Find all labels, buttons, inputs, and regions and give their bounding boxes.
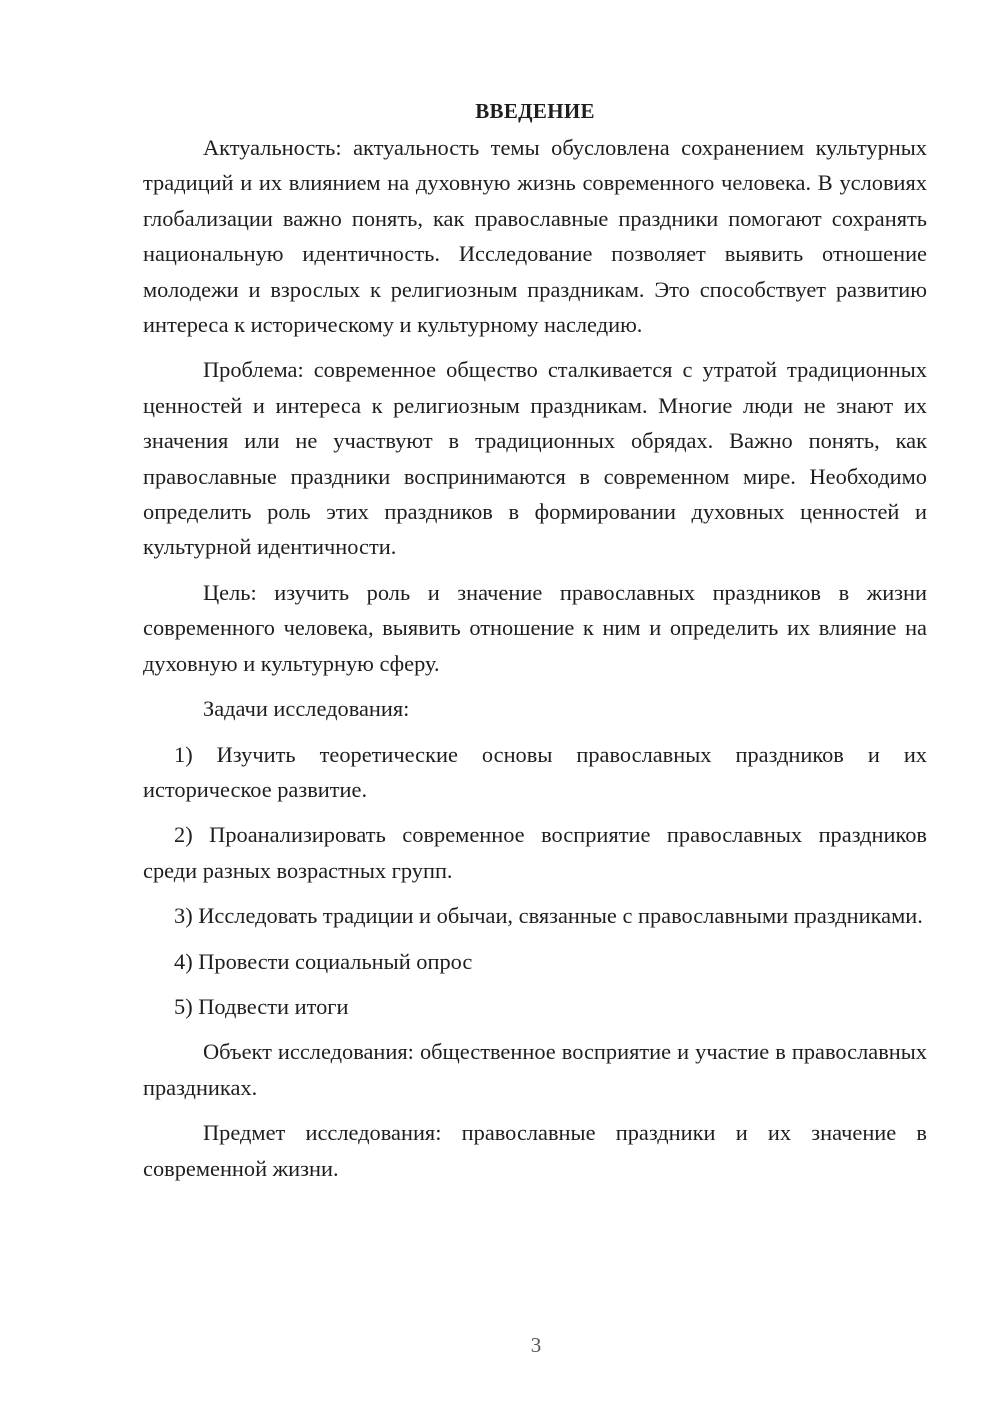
paragraph-relevance: Актуальность: актуальность темы обусловлена сохранением культурных традиций и их влиянием на духовную жизнь современного человека. В условиях глобализации важно понять, как православные праздники помогают сохранять национальную идентичность. Исследование позволяет выявить отношение молодежи и взрослых к религиозным праздникам. Это способствует развитию интереса к историческому и культурному наследию. [143, 135, 927, 338]
task-item-1: 1) Изучить теоретические основы православных праздников и их историческое развитие. [143, 741, 927, 802]
task-item-5: 5) Подвести итоги [174, 993, 349, 1019]
tasks-heading: Задачи исследования: [203, 696, 410, 722]
paragraph-object: Объект исследования: общественное восприятие и участие в православных праздниках. [143, 1039, 927, 1100]
paragraph-problem: Проблема: современное общество сталкивается с утратой традиционных ценностей и интереса к религиозным праздникам. Многие люди не знают их значения или не участвуют в традиционных обрядах. Важно понять, как православные праздники воспринимаются в современном мире. Необходимо определить роль этих праздников в формировании духовных ценностей и культурной идентичности. [143, 357, 927, 560]
paragraph-subject: Предмет исследования: православные праздники и их значение в современной жизни. [143, 1120, 927, 1181]
task-item-2: 2) Проанализировать современное восприятие православных праздников среди разных возрастных групп. [143, 822, 927, 883]
paragraph-goal: Цель: изучить роль и значение православных праздников в жизни современного человека, выявить отношение к ним и определить их влияние на духовную и культурную сферу. [143, 579, 927, 676]
page-number: 3 [530, 1333, 542, 1357]
task-item-3: 3) Исследовать традиции и обычаи, связанные с православными праздниками. [174, 903, 923, 929]
page-content [143, 96, 927, 1196]
section-title: ВВЕДЕНИЕ [475, 99, 595, 123]
task-item-4: 4) Провести социальный опрос [174, 948, 473, 974]
